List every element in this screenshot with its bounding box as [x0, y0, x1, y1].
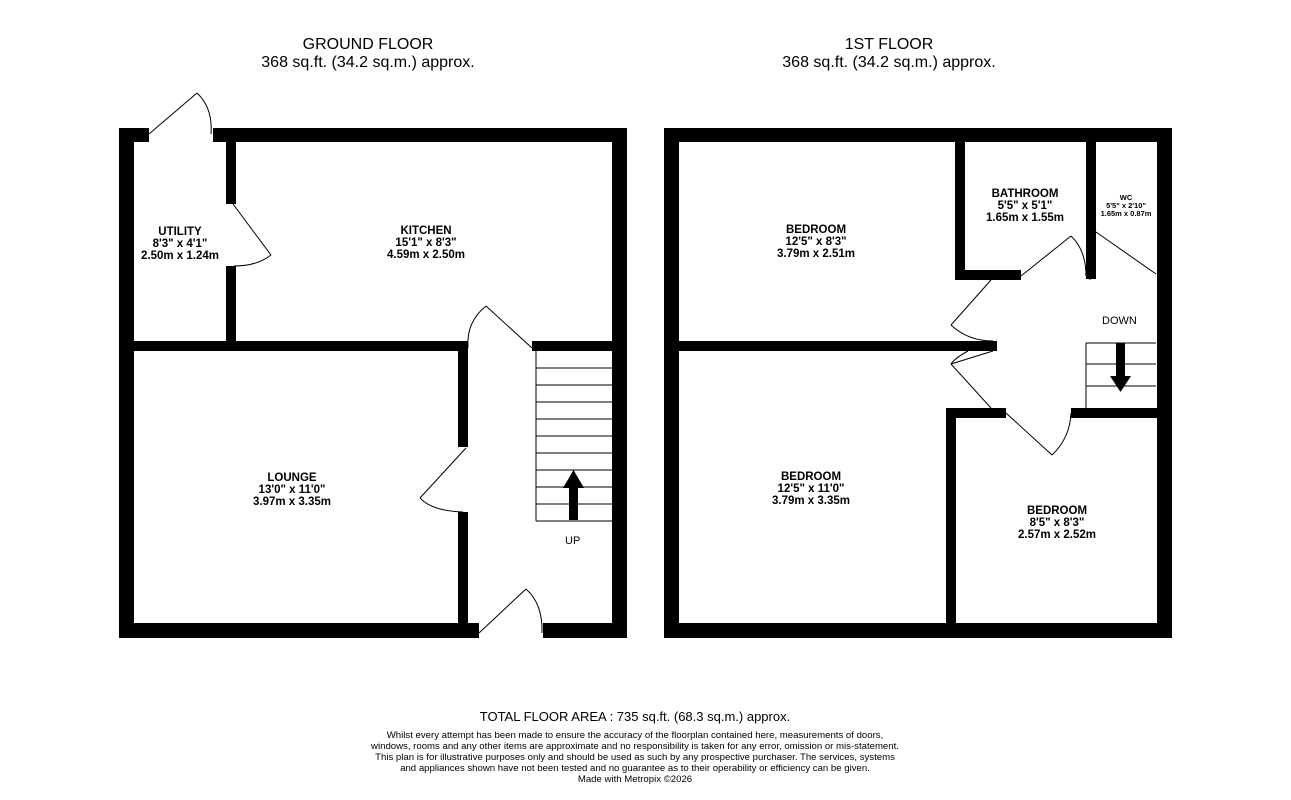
disclaimer-text: Whilst every attempt has been made to ensure the accuracy of the floorplan contained here, measurements of doors, windows, rooms and any other items are approximate and no responsibility is taken for any error, omission or mis-statement. This plan is for illustrative purposes only and should be used as such by any prospective purchaser. The services, systems and appliances shown have not been tested and no guarantee as to their operability or efficiency can be given.: [371, 730, 899, 774]
room-label-bedroom-2: BEDROOM 12'5" x 11'0" 3.79m x 3.35m: [771, 471, 850, 507]
total-floor-area: TOTAL FLOOR AREA : 735 sq.ft. (68.3 sq.m.) approx.: [479, 709, 791, 724]
first-floor-area: 368 sq.ft. (34.2 sq.m.) approx.: [782, 54, 996, 71]
ground-floor-walls: [119, 128, 627, 638]
credit-text: Made with Metropix ©2026: [577, 774, 693, 785]
room-label-bedroom-3: BEDROOM 8'5" x 8'3" 2.57m x 2.52m: [1017, 505, 1096, 541]
ground-floor-heading: [218, 36, 518, 72]
first-floor-title: 1ST FLOOR: [844, 36, 934, 53]
room-label-utility: UTILITY 8'3" x 4'1" 2.50m x 1.24m: [140, 226, 219, 262]
stairs-up-label: UP: [565, 535, 581, 547]
ground-floor-title: GROUND FLOOR: [302, 36, 434, 53]
room-label-wc: WC 5'5" x 2'10" 1.65m x 0.87m: [1100, 193, 1152, 218]
disclaimer: [370, 730, 900, 785]
room-label-kitchen: KITCHEN 15'1" x 8'3" 4.59m x 2.50m: [386, 225, 465, 261]
down-arrow-icon: [1110, 343, 1131, 392]
ground-floor-doors: [149, 93, 542, 633]
room-label-bedroom-1: BEDROOM 12'5" x 8'3" 3.79m x 2.51m: [776, 224, 855, 260]
stairs-down-label: DOWN: [1102, 315, 1137, 327]
up-arrow-icon: [563, 470, 584, 520]
ground-floor-area: 368 sq.ft. (34.2 sq.m.) approx.: [261, 54, 475, 71]
room-label-bathroom: BATHROOM 5'5" x 5'1" 1.65m x 1.55m: [985, 188, 1064, 224]
first-floor-heading: [739, 36, 1039, 72]
room-label-lounge: LOUNGE 13'0" x 11'0" 3.97m x 3.35m: [252, 472, 331, 508]
